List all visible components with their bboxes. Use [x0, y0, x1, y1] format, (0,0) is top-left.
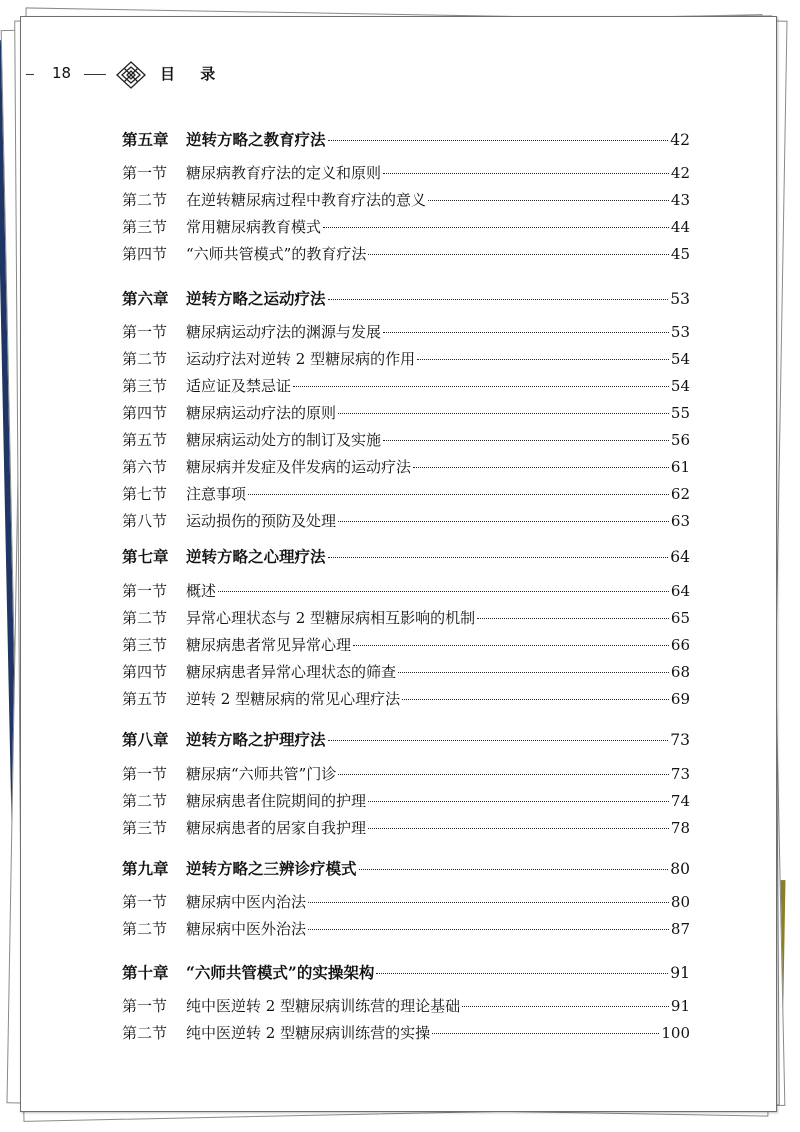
toc-section-entry — [122, 790, 690, 812]
toc-entry-label: 第五节 — [122, 431, 168, 449]
toc-entry-page: 61 — [670, 458, 690, 476]
dot-leader — [368, 253, 669, 255]
toc-section-entry — [122, 891, 690, 913]
dot-leader — [218, 590, 669, 592]
toc-entry-page: 56 — [670, 431, 690, 449]
toc-entry-page: 74 — [670, 792, 690, 810]
toc-entry-label: 第二节 — [122, 350, 168, 368]
toc-section-entry — [122, 162, 690, 184]
toc-chapter-entry — [122, 857, 690, 879]
dot-leader — [428, 199, 669, 201]
toc-entry-label: 第六章 — [122, 289, 169, 308]
dot-leader — [353, 644, 669, 646]
toc-entry-label: 第三节 — [122, 819, 168, 837]
dot-leader — [293, 385, 669, 387]
toc-entry-title: 注意事项 — [186, 485, 247, 503]
toc-entry-label: 第二节 — [122, 1024, 168, 1042]
toc-entry-title: 常用糖尿病教育模式 — [186, 218, 322, 236]
dot-leader — [383, 172, 669, 174]
toc-entry-page: 73 — [670, 731, 690, 749]
toc-entry-title: 纯中医逆转 2 型糖尿病训练营的实操 — [186, 1024, 431, 1042]
dot-leader — [368, 800, 669, 802]
toc-entry-title: 运动疗法对逆转 2 型糖尿病的作用 — [186, 350, 416, 368]
toc-section-entry — [122, 634, 690, 656]
dot-leader — [328, 139, 669, 141]
toc-section-entry — [122, 243, 690, 265]
toc-entry-title: 糖尿病中医外治法 — [186, 920, 307, 938]
toc-chapter-entry — [122, 545, 690, 567]
toc-entry-label: 第八章 — [122, 730, 169, 749]
toc-entry-page: 68 — [670, 663, 690, 681]
toc-entry-label: 第一节 — [122, 164, 168, 182]
toc-entry-page: 43 — [670, 191, 690, 209]
toc-section-entry — [122, 429, 690, 451]
toc-section-entry — [122, 1022, 690, 1044]
toc-entry-page: 45 — [670, 245, 690, 263]
toc-entry-title: 糖尿病患者住院期间的护理 — [186, 792, 367, 810]
toc-entry-title: 逆转方略之护理疗法 — [186, 730, 326, 749]
dot-leader — [248, 493, 669, 495]
toc-entry-label: 第四节 — [122, 404, 168, 422]
toc-entry-title: 糖尿病患者异常心理状态的筛查 — [186, 663, 397, 681]
toc-section-entry — [122, 348, 690, 370]
dot-leader — [328, 556, 669, 558]
toc-chapter-entry — [122, 128, 690, 150]
lattice-ornament-icon — [114, 60, 148, 90]
toc-section-entry — [122, 456, 690, 478]
toc-entry-title: 糖尿病教育疗法的定义和原则 — [186, 164, 382, 182]
toc-section-entry — [122, 189, 690, 211]
dot-leader — [328, 739, 669, 741]
header-rule — [84, 74, 106, 75]
toc-entry-page: 80 — [670, 860, 690, 878]
toc-entry-label: 第一节 — [122, 893, 168, 911]
toc-entry-page: 44 — [670, 218, 690, 236]
toc-section-entry — [122, 995, 690, 1017]
dot-leader — [328, 298, 669, 300]
toc-entry-title: 糖尿病运动疗法的原则 — [186, 404, 337, 422]
toc-section-entry — [122, 607, 690, 629]
toc-entry-page: 54 — [670, 350, 690, 368]
dot-leader — [462, 1005, 669, 1007]
toc-entry-label: 第一节 — [122, 582, 168, 600]
toc-entry-page: 64 — [670, 548, 690, 566]
toc-entry-title: 糖尿病中医内治法 — [186, 893, 307, 911]
toc-chapter-entry — [122, 287, 690, 309]
toc-entry-label: 第二节 — [122, 920, 168, 938]
toc-entry-page: 54 — [670, 377, 690, 395]
dot-leader — [338, 773, 669, 775]
toc-entry-title: 异常心理状态与 2 型糖尿病相互影响的机制 — [186, 609, 476, 627]
toc-entry-label: 第三节 — [122, 218, 168, 236]
toc-entry-title: “六师共管模式”的教育疗法 — [186, 245, 367, 263]
toc-entry-page: 63 — [670, 512, 690, 530]
toc-entry-title: 逆转 2 型糖尿病的常见心理疗法 — [186, 690, 401, 708]
toc-entry-label: 第四节 — [122, 663, 168, 681]
dot-leader — [413, 466, 669, 468]
toc-entry-title: 糖尿病“六师共管”门诊 — [186, 765, 337, 783]
toc-entry-title: 糖尿病运动疗法的渊源与发展 — [186, 323, 382, 341]
toc-entry-page: 69 — [670, 690, 690, 708]
toc-entry-label: 第五节 — [122, 690, 168, 708]
toc-entry-title: 逆转方略之心理疗法 — [186, 547, 326, 566]
toc-entry-label: 第二节 — [122, 792, 168, 810]
toc-entry-label: 第一节 — [122, 765, 168, 783]
dot-leader — [432, 1032, 659, 1034]
header-rule-left — [26, 74, 34, 75]
toc-entry-page: 42 — [670, 164, 690, 182]
toc-entry-label: 第三节 — [122, 636, 168, 654]
toc-entry-page: 73 — [670, 765, 690, 783]
dot-leader — [308, 928, 669, 930]
toc-section-entry — [122, 375, 690, 397]
toc-entry-label: 第八节 — [122, 512, 168, 530]
dot-leader — [368, 827, 669, 829]
dot-leader — [338, 520, 669, 522]
toc-entry-title: 运动损伤的预防及处理 — [186, 512, 337, 530]
toc-entry-title: 糖尿病患者的居家自我护理 — [186, 819, 367, 837]
toc-entry-page: 42 — [670, 131, 690, 149]
toc-entry-label: 第十章 — [122, 963, 169, 982]
toc-section-entry — [122, 580, 690, 602]
toc-entry-page: 91 — [670, 997, 690, 1015]
toc-entry-label: 第五章 — [122, 130, 169, 149]
toc-entry-label: 第三节 — [122, 377, 168, 395]
toc-entry-page: 53 — [670, 323, 690, 341]
toc-entry-page: 55 — [670, 404, 690, 422]
dot-leader — [323, 226, 669, 228]
toc-entry-title: 概述 — [186, 582, 217, 600]
dot-leader — [383, 331, 669, 333]
toc-entry-page: 53 — [670, 290, 690, 308]
toc-entry-label: 第四节 — [122, 245, 168, 263]
toc-entry-label: 第九章 — [122, 859, 169, 878]
toc-entry-page: 62 — [670, 485, 690, 503]
toc-section-entry — [122, 817, 690, 839]
toc-entry-label: 第二节 — [122, 609, 168, 627]
toc-section-entry — [122, 321, 690, 343]
toc-section-entry — [122, 763, 690, 785]
toc-entry-title: 糖尿病运动处方的制订及实施 — [186, 431, 382, 449]
toc-section-entry — [122, 402, 690, 424]
toc-chapter-entry — [122, 728, 690, 750]
header-title: 目 录 — [160, 65, 226, 83]
toc-entry-label: 第七章 — [122, 547, 169, 566]
toc-entry-title: 纯中医逆转 2 型糖尿病训练营的理论基础 — [186, 997, 461, 1015]
toc-section-entry — [122, 510, 690, 532]
toc-entry-title: 适应证及禁忌证 — [186, 377, 292, 395]
toc-entry-page: 78 — [670, 819, 690, 837]
toc-entry-page: 80 — [670, 893, 690, 911]
dot-leader — [376, 972, 668, 974]
dot-leader — [308, 901, 669, 903]
toc-entry-page: 91 — [670, 964, 690, 982]
toc-entry-page: 65 — [670, 609, 690, 627]
toc-entry-title: “六师共管模式”的实操架构 — [186, 963, 375, 982]
toc-entry-page: 66 — [670, 636, 690, 654]
dot-leader — [338, 412, 669, 414]
toc-entry-label: 第六节 — [122, 458, 168, 476]
toc-entry-title: 糖尿病患者常见异常心理 — [186, 636, 352, 654]
toc-section-entry — [122, 918, 690, 940]
dot-leader — [383, 439, 669, 441]
toc-entry-label: 第一节 — [122, 323, 168, 341]
toc-entry-title: 在逆转糖尿病过程中教育疗法的意义 — [186, 191, 427, 209]
toc-entry-title: 糖尿病并发症及伴发病的运动疗法 — [186, 458, 412, 476]
toc-entry-title: 逆转方略之运动疗法 — [186, 289, 326, 308]
dot-leader — [398, 671, 669, 673]
toc-entry-label: 第二节 — [122, 191, 168, 209]
page-number: 18 — [52, 64, 72, 82]
toc-entry-title: 逆转方略之三辨诊疗模式 — [186, 859, 357, 878]
dot-leader — [359, 868, 669, 870]
dot-leader — [402, 698, 669, 700]
toc-entry-page: 64 — [670, 582, 690, 600]
toc-entry-label: 第一节 — [122, 997, 168, 1015]
toc-section-entry — [122, 661, 690, 683]
toc-section-entry — [122, 483, 690, 505]
toc-entry-page: 87 — [670, 920, 690, 938]
toc-chapter-entry — [122, 961, 690, 983]
toc-entry-page: 100 — [661, 1024, 690, 1042]
dot-leader — [417, 358, 669, 360]
toc-section-entry — [122, 688, 690, 710]
toc-section-entry — [122, 216, 690, 238]
toc-entry-title: 逆转方略之教育疗法 — [186, 130, 326, 149]
dot-leader — [477, 617, 669, 619]
toc-entry-label: 第七节 — [122, 485, 168, 503]
